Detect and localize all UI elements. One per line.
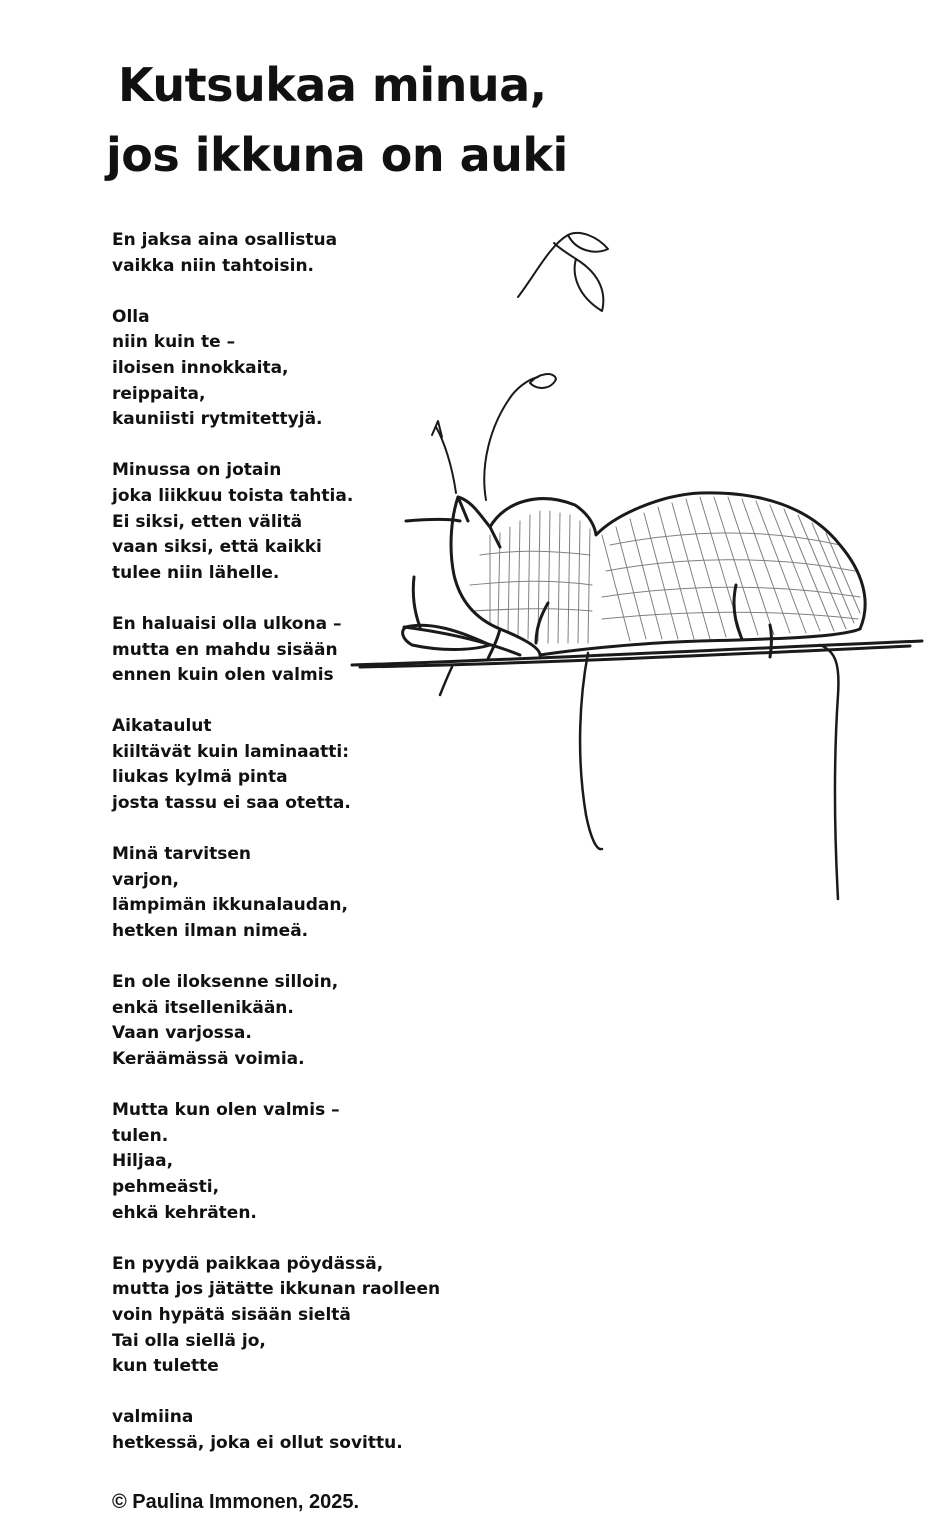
poem-line: Minussa on jotain [112, 460, 282, 481]
poem-line: vaikka niin tahtoisin. [112, 255, 314, 276]
poem-line: Vaan varjossa. [112, 1023, 252, 1044]
poem-title-line-1: Kutsukaa minua, [118, 58, 547, 112]
poem-line: Keräämässä voimia. [112, 1049, 305, 1069]
poem-line: enkä itsellenikään. [112, 997, 294, 1018]
poem-line: tulee niin lähelle. [112, 562, 280, 583]
copyright-notice: © Paulina Immonen, 2025. [112, 1491, 360, 1513]
plant-sprout-icon [432, 374, 556, 500]
poem-line: varjon, [112, 869, 180, 890]
poem-line: hetkessä, joka ei ollut sovittu. [112, 1432, 403, 1453]
falling-leaf-icon [518, 233, 608, 311]
poem-title [0, 50, 700, 190]
cat-fur-shading [470, 497, 860, 643]
poem-line: En jaksa aina osallistua [112, 230, 338, 250]
poem-line: lämpimän ikkunalaudan, [112, 895, 348, 916]
poem-line: hetken ilman nimeä. [112, 921, 309, 942]
poem-stanza [112, 970, 512, 1072]
poem-line: valmiina [112, 1407, 194, 1428]
poem-line: iloisen innokkaita, [112, 357, 289, 378]
poem-line: Mutta kun olen valmis – [112, 1100, 340, 1121]
poem-line: Hiljaa, [112, 1151, 174, 1172]
poem-line: reippaita, [112, 383, 206, 404]
poem-line: tulen. [112, 1125, 169, 1146]
poem-title-line-2: jos ikkuna on auki [106, 128, 568, 182]
poem-line: Ei siksi, etten välitä [112, 511, 303, 532]
poem-line: niin kuin te – [112, 332, 236, 353]
poem-stanza [112, 1098, 512, 1226]
cat-tail [440, 645, 838, 899]
poem-line: ennen kuin olen valmis [112, 665, 334, 686]
poem-line: En haluaisi olla ulkona – [112, 613, 342, 634]
poem-stanza [112, 1405, 512, 1456]
poem-line: Tai olla siellä jo, [112, 1330, 266, 1351]
cat-outline [403, 493, 866, 659]
poem-line: kiiltävät kuin laminaatti: [112, 741, 350, 762]
poem-line: pehmeästi, [112, 1176, 220, 1197]
poem-line: En pyydä paikkaa pöydässä, [112, 1253, 384, 1274]
poem-line: voin hypätä sisään sieltä [112, 1304, 351, 1325]
poem-line: josta tassu ei saa otetta. [112, 793, 351, 814]
poem-line: kauniisti rytmitettyjä. [112, 409, 323, 430]
cat-on-windowsill-sketch-icon [340, 215, 930, 915]
poem-line: En ole iloksenne silloin, [112, 972, 339, 993]
poem-line: Minä tarvitsen [112, 844, 252, 865]
poem-line: liukas kylmä pinta [112, 767, 288, 788]
poem-line: vaan siksi, että kaikki [112, 537, 322, 558]
poem-line: mutta en mahdu sisään [112, 639, 338, 660]
poem-line: kun tulette [112, 1356, 219, 1377]
poem-line: ehkä kehräten. [112, 1202, 257, 1223]
poem-line: mutta jos jätätte ikkunan raolleen [112, 1279, 441, 1300]
poem-line: Aikataulut [112, 716, 212, 737]
poem-line: joka liikkuu toista tahtia. [112, 485, 354, 506]
poem-stanza [112, 1252, 512, 1380]
poem-line: Olla [112, 306, 150, 327]
